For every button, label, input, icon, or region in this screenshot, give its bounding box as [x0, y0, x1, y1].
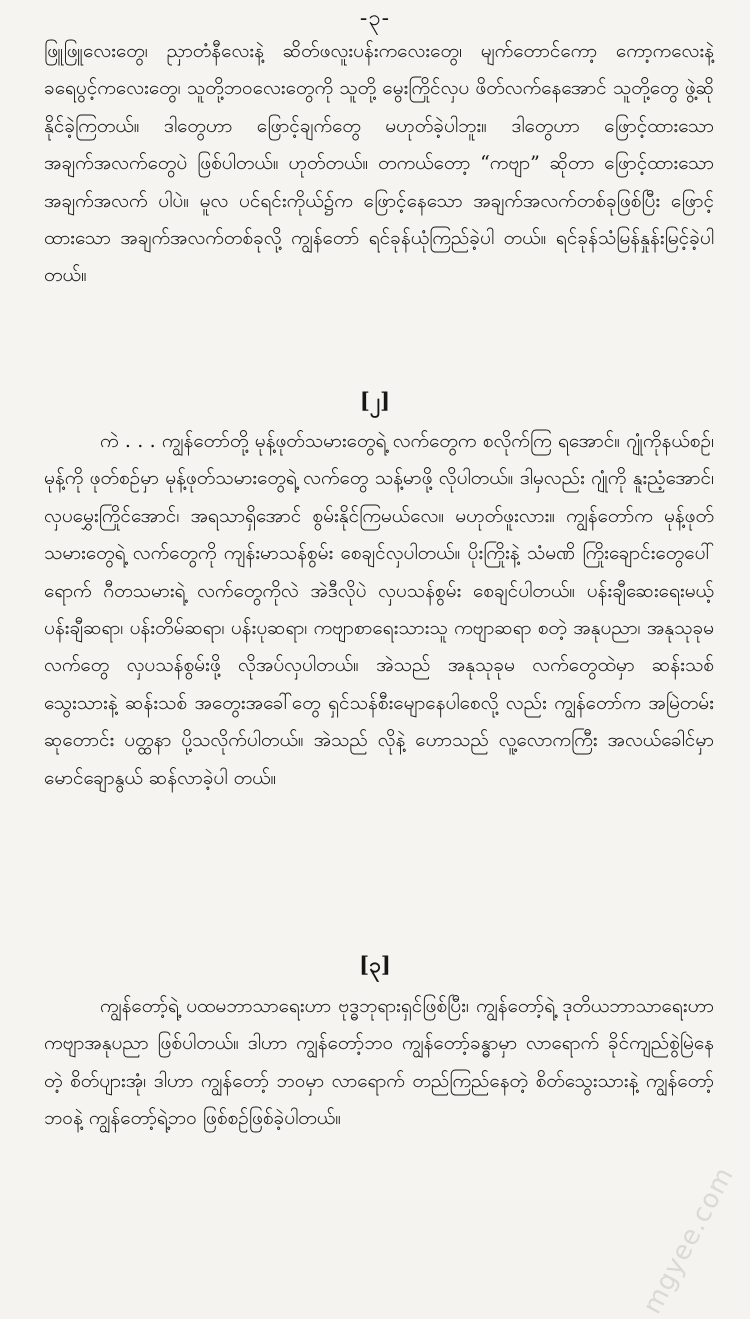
section-number-3: [၃]: [359, 952, 391, 977]
paragraph-2: ကဲ . . . ကျွန်တော်တို့ မုန့်ဖုတ်သမားတွေရဲ့ လက်တွေက စလိုက်ကြ ရအောင်။ ဂျုံကိုနယ်စဉ်၊ မုန့်ကို ဖုတ်စဉ်မှာ မုန့်ဖုတ်သမားတွေရဲ့ လက်တွေ သန့်မာဖို့ လိုပါတယ်။ ဒါမှလည်း ဂျုံကို နူးညံ့အောင်၊ လှပမွှေးကြိုင်အောင်၊ အရသာရှိအောင် စွမ်းနိုင်ကြမယ်လေ။ မဟုတ်ဖူးလား။ ကျွန်တော်က မုန့်ဖုတ် သမားတွေရဲ့ လက်တွေကို ကျန်းမာသန်စွမ်း စေချင်လှပါတယ်။ ပိုးကြိုးနဲ့ သံမဏိ ကြိုးချောင်းတွေပေါ် ရောက် ဂီတသမားရဲ့ လက်တွေကိုလဲ အဲဒီလိုပဲ လှပသန်စွမ်း စေချင်ပါတယ်။ ပန်းချီဆေးရေးမယ့် ပန်းချီဆရာ၊ ပန်းတိမ်ဆရာ၊ ပန်းပုဆရာ၊ ကဗျာစာရေးသားသူ ကဗျာဆရာ စတဲ့ အနုပညာ၊ အနုသုခုမ လက်တွေ လှပသန်စွမ်းဖို့ လိုအပ်လှပါတယ်။ အဲသည် အနုသုခုမ လက်တွေထဲမှာ ဆန်းသစ် သွေးသားနဲ့ ဆန်းသစ် အတွေးအခေါ်တွေ ရှင်သန်စီးမျောနေပါစေလို့ လည်း ကျွန်တော်က အမြဲတမ်း ဆုတောင်း ပတ္ထနာ ပို့သလိုက်ပါတယ်။ အဲသည် လိုနဲ့ ဟောသည် လူ့လောကကြီး အလယ်ခေါင်မှာ မောင်ချောနွယ် ဆန်လာခဲ့ပါ တယ်။: [44, 430, 714, 789]
paragraph-3: ကျွန်တော့်ရဲ့ ပထမဘာသာရေးဟာ ဗုဒ္ဓဘုရားရှင်ဖြစ်ပြီး၊ ကျွန်တော့်ရဲ့ ဒုတိယဘာသာရေးဟာ ကဗျာအနုပညာ ဖြစ်ပါတယ်။ ဒါဟာ ကျွန်တော့်ဘဝ ကျွန်တော့်ခန္ဓာမှာ လာရောက် ခိုင်ကျည်စွဲမြဲနေတဲ့ စိတ်ပျားအုံ၊ ဒါဟာ ကျွန်တော့် ဘဝမှာ လာရောက် တည်ကြည်နေတဲ့ စိတ်သွေးသားနဲ့ ကျွန်တော့်ဘဝနဲ့ ကျွန်တော့်ရဲ့ဘဝ ဖြစ်စဉ်ဖြစ်ခဲ့ပါတယ်။: [44, 995, 714, 1130]
paragraph-1: ဖြူဖြူလေးတွေ၊ ညှာတံနီလေးနဲ့ ဆိတ်ဖလူးပန်းကလေးတွေ၊ မျက်တောင်ကော့ ကော့ကလေးနဲ့ ခရေပွင့်ကလေးတွေ၊ သူတို့ဘဝလေးတွေကို သူတို့ မွေးကြိုင်လှပ ဖိတ်လက်နေအောင် သူတို့တွေ ဖွဲ့ဆိုနိုင်ခဲ့ကြတယ်။ ဒါတွေဟာ ဖြောင့်ချက်တွေ မဟုတ်ခဲ့ပါဘူး။ ဒါတွေဟာ ဖြောင့်ထားသော အချက်အလက်တွေပဲ ဖြစ်ပါတယ်။ ဟုတ်တယ်။ တကယ်တော့ “ကဗျာ” ဆိုတာ ဖြောင့်ထားသော အချက်အလက် ပါပဲ။ မူလ ပင်ရင်းကိုယ်၌က ဖြောင့်နေသော အချက်အလက်တစ်ခုဖြစ်ပြီး ဖြောင့်ထားသော အချက်အလက်တစ်ခုလို့ ကျွန်တော် ရင်ခုန်ယုံကြည်ခဲ့ပါ တယ်။ ရင်ခုန်သံမြန်နှုန်းမြင့်ခဲ့ပါတယ်။: [44, 40, 714, 287]
page-number: -၃-: [359, 6, 391, 31]
section-number-2: [၂]: [359, 388, 391, 413]
watermark: mgyee.com: [637, 1161, 740, 1319]
